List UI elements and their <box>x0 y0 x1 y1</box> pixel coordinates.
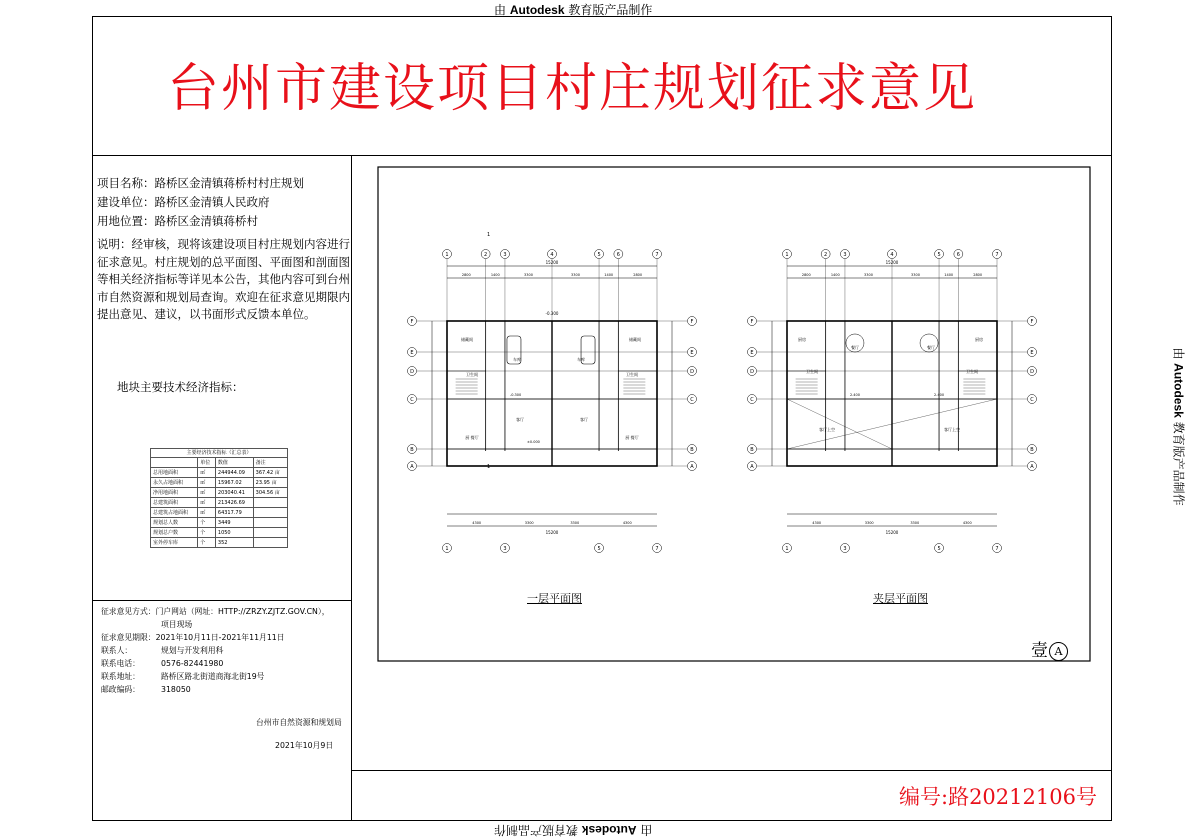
table-row <box>151 518 288 528</box>
sheet-letter: A <box>1049 642 1068 661</box>
dim-top: 3300 <box>864 273 873 277</box>
drawing-frame <box>378 167 1090 661</box>
person-label: 联系人： <box>101 646 133 655</box>
axis-label: 2 <box>824 252 828 258</box>
axis-label: C <box>410 397 414 403</box>
room-label: 客厅 <box>515 417 524 422</box>
floor-plan-drawing <box>352 156 1111 770</box>
indicator-header-cell <box>151 458 198 468</box>
serial-divider <box>351 770 1112 771</box>
axis-label: 5 <box>937 252 941 258</box>
dim-top: 3300 <box>571 273 580 277</box>
period-value: 2021年10月11日-2021年11月11日 <box>155 633 285 642</box>
phone-label: 联系电话： <box>101 659 140 668</box>
dim-total: 15200 <box>545 530 559 535</box>
axis-label: 7 <box>995 546 999 552</box>
dim-bottom: 3300 <box>910 521 920 525</box>
level-mark: -0.300 <box>545 311 559 316</box>
room-label: 厨房 <box>975 337 983 342</box>
sheet-char: 壹 <box>1031 641 1048 661</box>
axis-label: B <box>690 447 694 453</box>
room-label: 餐厅 <box>850 345 859 350</box>
plan-first-floor <box>408 232 697 553</box>
plan-mezzanine <box>748 250 1037 553</box>
indicator-header-row <box>151 458 288 468</box>
dim-top: 1400 <box>944 273 954 277</box>
table-cell: 352 <box>215 538 253 548</box>
axis-label: B <box>750 447 754 453</box>
phone-value: 0576-82441980 <box>161 659 224 668</box>
table-cell: 3449 <box>215 518 253 528</box>
axis-label: A <box>750 464 754 470</box>
level-mark: -0.300 <box>509 393 522 397</box>
axis-label: 7 <box>655 252 659 258</box>
table-cell: 203040.41 <box>215 488 253 498</box>
axis-label: F <box>690 319 694 325</box>
dim-top: 3300 <box>524 273 533 277</box>
axis-label: 1 <box>445 546 449 552</box>
dim-bottom: 4300 <box>472 521 482 525</box>
table-cell <box>253 528 287 538</box>
axis-label: 5 <box>937 546 941 552</box>
section-mark: 1 <box>487 464 491 470</box>
address-label: 联系地址： <box>101 672 140 681</box>
table-row <box>151 508 288 518</box>
axis-label: F <box>1030 319 1034 325</box>
room-label: 车库 <box>577 357 586 362</box>
table-cell: 367.42 亩 <box>253 468 287 478</box>
axis-label: 1 <box>785 546 789 552</box>
level-mark: 2.400 <box>849 393 860 397</box>
site-location: 用地位置：路桥区金清镇蒋桥村 <box>97 214 258 228</box>
table-cell: 总建筑占地面积 <box>151 508 198 518</box>
axis-label: 3 <box>503 252 507 258</box>
axis-label: D <box>750 369 754 375</box>
dim-top: 1400 <box>604 273 614 277</box>
axis-label: A <box>1030 464 1034 470</box>
axis-label: F <box>410 319 414 325</box>
dim-bottom: 4300 <box>812 521 822 525</box>
room-label: 储藏间 <box>461 337 473 342</box>
dim-total: 15200 <box>545 260 559 265</box>
table-cell: 213426.69 <box>215 498 253 508</box>
axis-label: 4 <box>550 252 554 258</box>
room-label: 卫生间 <box>466 372 478 377</box>
method-value-2: 项目现场 <box>161 620 193 629</box>
table-row <box>151 538 288 548</box>
room-label: 卫生间 <box>966 369 978 374</box>
axis-label: 7 <box>995 252 999 258</box>
table-cell: 1050 <box>215 528 253 538</box>
indicator-header-cell: 单位 <box>198 458 216 468</box>
room-label: 餐厅 <box>927 345 936 350</box>
table-cell: ㎡ <box>198 478 216 488</box>
issuer-name: 台州市自然资源和规划局 <box>256 718 342 727</box>
dim-top: 1400 <box>490 273 500 277</box>
indicator-table <box>150 457 288 548</box>
table-cell <box>253 518 287 528</box>
table-cell: 规划总人数 <box>151 518 198 528</box>
watermark-bottom: 由 Autodesk 教育版产品制作 <box>494 823 653 837</box>
room-label: 车库 <box>512 357 521 362</box>
axis-label: 1 <box>445 252 449 258</box>
watermark-right: 由 Autodesk 教育版产品制作 <box>1171 347 1186 506</box>
table-row <box>151 528 288 538</box>
table-cell: 个 <box>198 538 216 548</box>
table-cell: 15967.02 <box>215 478 253 488</box>
method-value: 门户网站（网址：HTTP://ZRZY.ZJTZ.GOV.CN）， <box>155 607 330 616</box>
serial-number: 编号:路20212106号 <box>899 785 1097 809</box>
axis-label: D <box>1030 369 1034 375</box>
dim-top: 2800 <box>973 273 983 277</box>
person-value: 规划与开发利用科 <box>161 646 224 655</box>
table-row <box>151 498 288 508</box>
table-cell <box>253 538 287 548</box>
room-label: 厨 餐厅 <box>625 435 639 440</box>
axis-label: 5 <box>597 252 601 258</box>
table-cell: 304.56 亩 <box>253 488 287 498</box>
axis-label: F <box>750 319 754 325</box>
axis-label: E <box>690 350 694 356</box>
dim-bottom: 3300 <box>864 521 874 525</box>
dim-bottom: 3300 <box>524 521 534 525</box>
axis-label: E <box>1030 350 1034 356</box>
watermark-top: 由 Autodesk 教育版产品制作 <box>494 3 653 17</box>
table-cell: ㎡ <box>198 468 216 478</box>
project-name: 项目名称：路桥区金清镇蒋桥村村庄规划 <box>97 176 304 190</box>
table-cell: 规划总户数 <box>151 528 198 538</box>
table-cell: 个 <box>198 518 216 528</box>
dim-top: 2800 <box>633 273 643 277</box>
post-label: 邮政编码： <box>101 685 140 694</box>
table-cell: 室外停车库 <box>151 538 198 548</box>
axis-label: E <box>410 350 414 356</box>
axis-label: 2 <box>484 252 488 258</box>
method-label: 征求意见方式： <box>101 607 156 616</box>
axis-label: 4 <box>890 252 894 258</box>
table-cell: 244944.09 <box>215 468 253 478</box>
indicator-header-cell: 备注 <box>253 458 287 468</box>
section-mark: 1 <box>487 232 491 238</box>
axis-label: 6 <box>956 252 960 258</box>
axis-label: 3 <box>503 546 507 552</box>
table-cell: ㎡ <box>198 498 216 508</box>
axis-label: A <box>690 464 694 470</box>
period-label: 征求意见期限： <box>101 633 156 642</box>
dim-bottom: 3300 <box>570 521 580 525</box>
builder: 建设单位：路桥区金清镇人民政府 <box>97 195 270 209</box>
indicator-table-title: 主要经济技术指标（汇总表） <box>150 448 288 457</box>
axis-label: B <box>410 447 414 453</box>
axis-label: 3 <box>843 252 847 258</box>
contact-divider <box>92 600 351 601</box>
dim-total: 15200 <box>885 260 899 265</box>
table-cell: 个 <box>198 528 216 538</box>
watermark-left <box>0 347 3 505</box>
indicators-heading: 地块主要技术经济指标： <box>117 380 244 394</box>
axis-label: C <box>750 397 754 403</box>
dim-top: 2800 <box>801 273 811 277</box>
axis-label: E <box>750 350 754 356</box>
indicator-table-block <box>150 448 288 548</box>
dim-total: 15200 <box>885 530 899 535</box>
plan2-label: 夹层平面图 <box>873 592 928 605</box>
dim-top: 2800 <box>461 273 471 277</box>
page-title: 台州市建设项目村庄规划征求意见 <box>166 59 977 119</box>
table-cell: 净用地面积 <box>151 488 198 498</box>
table-row <box>151 478 288 488</box>
table-cell <box>253 508 287 518</box>
room-label: 储藏间 <box>629 337 641 342</box>
sheet-mark <box>1031 636 1068 661</box>
table-cell: 永久占地面积 <box>151 478 198 488</box>
table-cell: ㎡ <box>198 508 216 518</box>
level-mark: 2.400 <box>934 393 945 397</box>
axis-label: 3 <box>843 546 847 552</box>
table-row <box>151 468 288 478</box>
dim-top: 1400 <box>830 273 840 277</box>
dim-bottom: 4300 <box>962 521 972 525</box>
plan1-label: 一层平面图 <box>527 592 582 605</box>
table-cell: 总用地面积 <box>151 468 198 478</box>
table-cell <box>253 498 287 508</box>
issuer-date: 2021年10月9日 <box>275 741 334 750</box>
axis-label: C <box>690 397 694 403</box>
room-label: 卫生间 <box>626 372 638 377</box>
room-label: 客厅上空 <box>819 427 835 432</box>
post-value: 318050 <box>161 685 191 694</box>
axis-label: 6 <box>616 252 620 258</box>
dim-top: 3300 <box>911 273 920 277</box>
axis-label: A <box>410 464 414 470</box>
table-cell: ㎡ <box>198 488 216 498</box>
axis-label: 7 <box>655 546 659 552</box>
table-cell: 64317.79 <box>215 508 253 518</box>
axis-label: B <box>1030 447 1034 453</box>
room-label: 厨房 <box>798 337 806 342</box>
axis-label: C <box>1030 397 1034 403</box>
description: 说明：经审核，现将该建设项目村庄规划内容进行征求意见。村庄规划的总平面图、平面图和剖面图等相关经济指标等详见本公告，其他内容可到台州市自然资源和规划局查询。欢迎在征求意见期限内提出意见、建议，以书面形式反馈本单位。 <box>97 237 350 321</box>
indicator-header-cell: 数值 <box>215 458 253 468</box>
contact-block <box>101 605 330 696</box>
axis-label: D <box>690 369 694 375</box>
address-value: 路桥区路北街道商海北街19号 <box>161 672 265 681</box>
axis-label: 5 <box>597 546 601 552</box>
axis-label: 1 <box>785 252 789 258</box>
room-label: 卫生间 <box>806 369 818 374</box>
axis-label: D <box>410 369 414 375</box>
table-cell: 总建筑面积 <box>151 498 198 508</box>
room-label: 厨 餐厅 <box>465 435 479 440</box>
project-info <box>97 174 304 231</box>
level-mark: ±0.000 <box>526 440 540 444</box>
room-label: 客厅 <box>580 417 589 422</box>
dim-bottom: 4300 <box>622 521 632 525</box>
table-cell: 23.95 亩 <box>253 478 287 488</box>
table-row <box>151 488 288 498</box>
room-label: 客厅上空 <box>944 427 960 432</box>
